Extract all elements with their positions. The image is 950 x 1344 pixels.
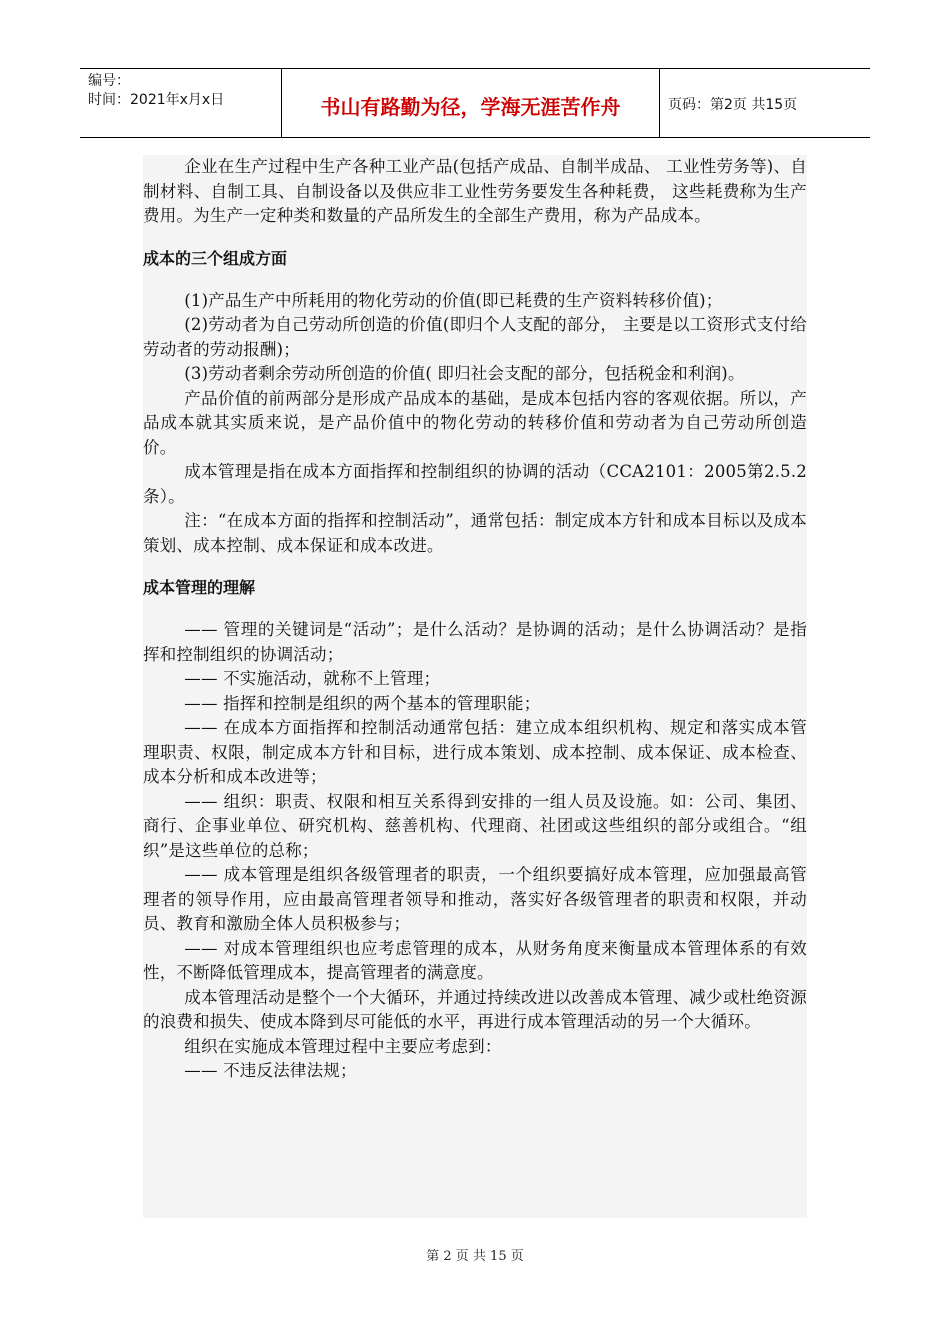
intro-paragraph: 企业在生产过程中生产各种工业产品(包括产成品、自制半成品、 工业性劳务等)、自制材料、自制工具、自制设备以及供应非工业性劳务要发生各种耗费， 这些耗费称为生产费用。为生产一定种类和数量的产品所发生的全部生产费用，称为产品成本。	[143, 157, 807, 225]
page-info-text: 页码：第2页 共15页	[668, 97, 798, 113]
paragraph: —— 对成本管理组织也应考虑管理的成本，从财务角度来衡量成本管理体系的有效性，不断降低管理成本，提高管理者的满意度。	[143, 938, 807, 982]
paragraph: —— 组织：职责、权限和相互关系得到安排的一组人员及设施。如：公司、集团、商行、企事业单位、研究机构、慈善机构、代理商、社团或这些组织的部分或组合。“组织”是这些单位的总称；	[143, 791, 807, 860]
paragraph: (3)劳动者剩余劳动所创造的价值( 即归社会支配的部分，包括税金和利润)。	[184, 364, 745, 383]
footer-page-number: 第 2 页 共 15 页	[426, 1249, 524, 1264]
paragraph: —— 指挥和控制是组织的两个基本的管理职能；	[184, 693, 541, 713]
motto-cell	[282, 69, 660, 137]
serial-label: 编号：	[88, 73, 130, 89]
paragraph: —— 不实施活动，就称不上管理；	[184, 669, 441, 688]
paragraph: 成本管理活动是整个一个大循环，并通过持续改进以改善成本管理、减少或杜绝资源的浪费和损失、使成本降到尽可能低的水平，再进行成本管理活动的另一个大循环。	[143, 987, 807, 1031]
paragraph: 产品价值的前两部分是形成产品成本的基础，是成本包括内容的客观依据。所以，产品成本就其实质来说，是产品价值中的物化劳动的转移价值和劳动者为自己劳动所创造价。	[143, 388, 807, 457]
time-label: 时间：2021年x月x日	[88, 92, 225, 108]
paragraph: 组织在实施成本管理过程中主要应考虑到：	[184, 1036, 502, 1056]
page-header	[80, 68, 870, 138]
paragraph: —— 不违反法律法规；	[184, 1061, 357, 1080]
paragraph: 注：“在成本方面的指挥和控制活动”，通常包括：制定成本方针和成本目标以及成本策划、成本控制、成本保证和成本改进。	[143, 511, 807, 555]
paragraph: (1)产品生产中所耗用的物化劳动的价值(即已耗费的生产资料转移价值)；	[184, 290, 723, 310]
paragraph: —— 成本管理是组织各级管理者的职责，一个组织要搞好成本管理，应加强最高管理者的领导作用，应由最高管理者领导和推动，落实好各级管理者的职责和权限，并动员、教育和激励全体人员积极参与；	[143, 865, 807, 933]
paragraph: —— 在成本方面指挥和控制活动通常包括：建立成本组织机构、规定和落实成本管理职责、权限，制定成本方针和目标，进行成本策划、成本控制、成本保证、成本检查、成本分析和成本改进等；	[143, 718, 807, 786]
motto-text: 书山有路勤为径，学海无涯苦作舟	[320, 94, 621, 119]
paragraph: (2)劳动者为自己劳动所创造的价值(即归个人支配的部分， 主要是以工资形式支付给劳动者的劳动报酬)；	[143, 315, 807, 359]
header-meta-cell	[80, 69, 282, 137]
page-footer	[0, 1245, 950, 1264]
section-heading-cost-management: 成本管理的理解	[143, 578, 256, 597]
page-info-cell	[660, 69, 870, 137]
document-body	[143, 155, 807, 1218]
section-heading-cost-components: 成本的三个组成方面	[143, 248, 288, 268]
paragraph: 成本管理是指在成本方面指挥和控制组织的协调的活动（CCA2101：2005第2.5.2条）。	[143, 462, 807, 506]
paragraph: —— 管理的关键词是“活动”；是什么活动？是协调的活动；是什么协调活动？是指挥和控制组织的协调活动；	[143, 620, 807, 664]
